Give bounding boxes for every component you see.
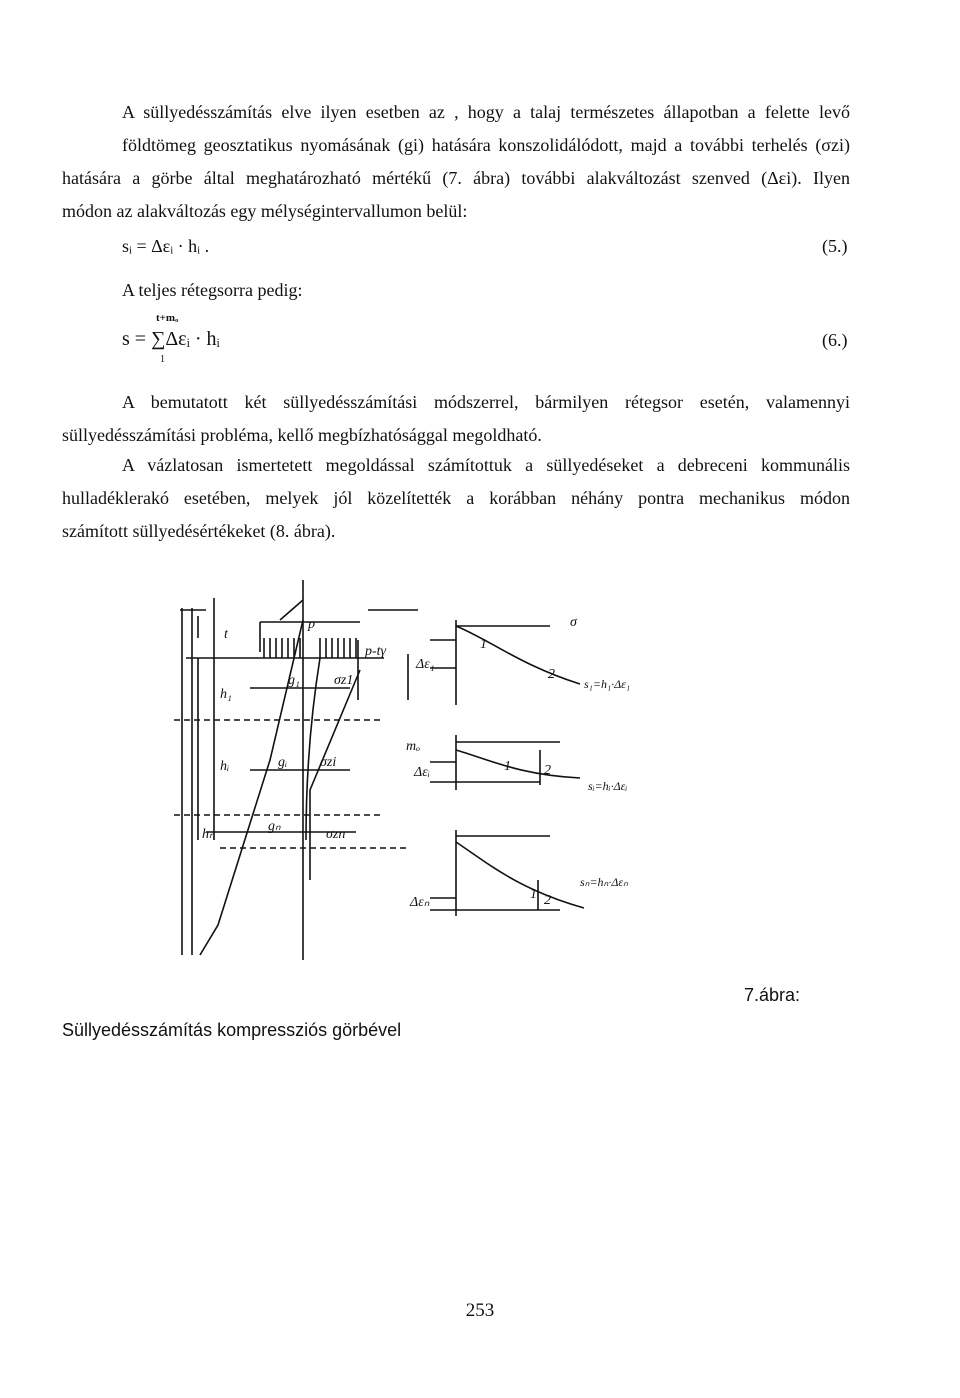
label-g1: g₁ <box>288 673 300 688</box>
equation-5-number: (5.) <box>822 236 848 256</box>
intro-line-3: hatására a görbe által meghatározható mértékű (7. ábra) további alakváltozást szenved (Δεi). Ilyen <box>62 168 850 188</box>
formula-sn: sₙ=hₙ·Δεₙ <box>580 875 628 889</box>
label-p-gamma: p-tγ <box>365 644 387 659</box>
label-one-c: 1 <box>530 887 537 902</box>
label-two-c: 2 <box>544 893 551 908</box>
methods-line-2: süllyedésszámítási probléma, kellő megbízhatósággal megoldható. <box>62 425 542 445</box>
label-sigma: σ <box>570 615 577 630</box>
intro-line-4: módon az alakváltozás egy mélységintervallumon belül: <box>62 201 468 221</box>
equation-6-body: s = ∑Δεᵢ · hᵢ <box>122 328 220 350</box>
label-dei: Δεᵢ <box>414 765 430 780</box>
methods-line-1: A bemutatott két süllyedésszámítási módszerrel, bármilyen rétegsor esetén, valamennyi <box>122 392 850 412</box>
label-t: t <box>224 627 228 642</box>
label-two-a: 2 <box>548 667 555 682</box>
debrecen-line-3: számított süllyedésértékeket (8. ábra). <box>62 521 336 541</box>
equation-5: sᵢ = Δεᵢ · hᵢ . <box>122 236 210 256</box>
compression-curve-n <box>456 842 584 908</box>
label-gn: gₙ <box>268 819 281 834</box>
label-sz1: σz1 <box>334 673 354 688</box>
label-hi: hᵢ <box>220 759 230 774</box>
label-hn: hₙ <box>202 827 215 842</box>
label-one-b: 1 <box>504 759 511 774</box>
compression-curve-i <box>456 750 580 778</box>
label-mo: mₒ <box>406 739 421 754</box>
figure-compression-curve <box>160 580 660 960</box>
paragraph-methods <box>62 386 850 452</box>
figure-caption: Süllyedésszámítás kompressziós görbével <box>62 1020 402 1040</box>
label-de1: Δε₁ <box>416 657 435 672</box>
intro-line-2: földtömeg geosztatikus nyomásának (gi) hatására konszolidálódott, majd a további terhelés (σzi) <box>122 135 850 155</box>
label-one-a: 1 <box>480 637 487 652</box>
formula-si: sᵢ=hᵢ·Δεᵢ <box>588 779 628 793</box>
label-gi: gᵢ <box>278 755 288 770</box>
label-szi: σzi <box>320 755 337 770</box>
geostatic-stress-line <box>200 620 303 955</box>
debrecen-line-1: A vázlatosan ismertetett megoldással számítottuk a süllyedéseket a debreceni kommunális <box>122 455 850 475</box>
label-two-b: 2 <box>544 763 551 778</box>
equation-6-number: (6.) <box>822 330 848 350</box>
label-h1: h₁ <box>220 687 232 702</box>
debrecen-line-2: hulladéklerakó esetében, melyek jól közelítették a korábban néhány pontra mechanikus módon <box>62 488 850 508</box>
label-szn: σzn <box>326 827 346 842</box>
label-p: p <box>308 617 315 632</box>
page-number: 253 <box>465 1300 495 1321</box>
intro-line-1: A süllyedésszámítás elve ilyen esetben az , hogy a talaj természetes állapotban a felette levő <box>122 102 850 122</box>
compression-curve-1 <box>456 626 580 684</box>
load-hatching <box>264 638 356 658</box>
equation-6 <box>122 312 382 372</box>
paragraph-debrecen <box>62 449 850 548</box>
sum-upper-limit: t+mₒ <box>156 312 179 324</box>
figure-number: 7.ábra: <box>744 985 801 1005</box>
paragraph-intro <box>62 96 850 228</box>
paragraph-full-layer: A teljes rétegsorra pedig: <box>122 280 303 300</box>
sum-lower-limit: 1 <box>160 354 165 365</box>
label-den: Δεₙ <box>410 895 430 910</box>
formula-s1: s₁=h₁·Δε₁ <box>584 677 631 691</box>
